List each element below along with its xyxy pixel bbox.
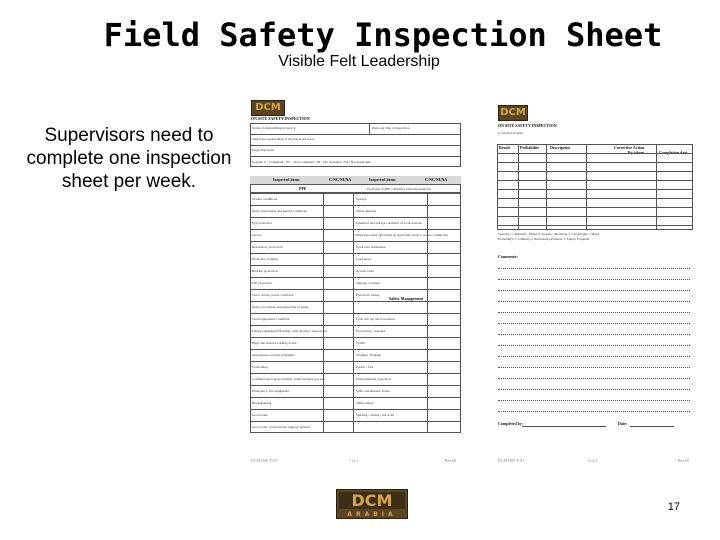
- sheet2-footer-center: 2 of 2: [588, 458, 598, 463]
- sheet1-left-item: Respiratory protection: [252, 245, 283, 249]
- sheet1-field-2: Date and time of inspection: [372, 126, 410, 130]
- sheet1-footer-center: 1 of 2: [349, 458, 359, 463]
- dcm-arabia-logo: [336, 489, 408, 519]
- sheet2-row-divider: [497, 198, 693, 199]
- sheet2-comment-line: [498, 367, 690, 368]
- page-number: 17: [667, 501, 680, 513]
- sheet1-left-item: Emergency/ fire equipment: [252, 389, 290, 393]
- sheet2-row-divider: [497, 171, 693, 172]
- sheet1-field-1: Name of site/building/project/ #: [252, 126, 296, 130]
- sheet2-th-6: Completion date: [659, 150, 688, 155]
- sheet1-right-item: Spill containment/ waste: [356, 389, 390, 393]
- sheet1-right-item: Chemical and storage condition of work stations: [356, 221, 422, 225]
- sheet1-col-1: Inspected items: [273, 177, 300, 182]
- sheet1-left-item: Eye protection: [252, 221, 272, 225]
- sheet2-comments-label: Comments:: [498, 254, 518, 259]
- sheet1-legend: Legend: C - Compliant / NC - Non-compliant / NI - Not included / NA - Not applicable: [252, 160, 371, 164]
- side-description: Supervisors need to complete one inspection sheet per week.: [26, 125, 232, 192]
- sheet2-row-divider: [497, 180, 693, 181]
- sheet2-comment-line: [498, 345, 690, 346]
- sheet2-date-label: Date:: [618, 421, 628, 426]
- sheet1-left-item: Daily observation and hazard conditions: [252, 209, 307, 213]
- sheet2-comment-line: [498, 301, 690, 302]
- sheet1-left-item: Good order: [252, 413, 268, 417]
- sheet2-row-divider: [497, 225, 693, 226]
- sheet2-comment-line: [498, 400, 690, 401]
- sheet1-right-item: Environmental protection: [356, 377, 391, 381]
- sheet1-left-item: High risk/ hazard working at site: [252, 341, 297, 345]
- sheet2-footer-left: DCM HSE F-07: [498, 458, 525, 463]
- sheet2-row-divider: [497, 189, 693, 190]
- slide-subtitle: Visible Felt Leadership: [278, 53, 440, 70]
- sheet2-comment-line: [498, 268, 690, 269]
- sheet1-ppe: PPE: [299, 186, 307, 191]
- sheet1-row-divider: [250, 397, 461, 398]
- sheet1-row-divider: [250, 205, 461, 206]
- sheet2-th-5: By whom: [628, 150, 645, 155]
- sheet1-row-divider: [250, 229, 461, 230]
- sheet1-row-divider: [250, 277, 461, 278]
- sheet1-row-divider: [250, 373, 461, 374]
- sheet2-comment-line: [498, 356, 690, 357]
- sheet1-row-divider: [250, 361, 461, 362]
- sheet1-row-divider: [250, 337, 461, 338]
- sheet2-logo: DCM: [498, 105, 528, 121]
- sheet2-th-1: Result: [499, 145, 510, 150]
- sheet1-col-4: C/NC/NI/NA: [425, 177, 448, 182]
- sheet1-row-divider: [250, 217, 461, 218]
- sheet1-right-item: Storage: [356, 197, 367, 201]
- sheet1-right-item: Access/ exits: [356, 269, 374, 273]
- sheet1-left-item: Worker conditions: [252, 197, 278, 201]
- sheet2-th-4: Corrective Action: [614, 145, 645, 150]
- sheet2-row-divider: [497, 162, 693, 163]
- sheet1-row-divider: [250, 265, 461, 266]
- sheet1-ppe-right: Provision of PPE compliant with site standards: [367, 187, 431, 191]
- slide-title: Field Safety Inspection Sheet: [103, 16, 663, 54]
- sheet2-comment-line: [498, 290, 690, 291]
- sheet2-comment-line: [498, 411, 690, 412]
- sheet1-row-divider: [250, 349, 461, 350]
- sheet1-right-item: Load areas: [356, 257, 371, 261]
- sheet1-left-item: Protective clothing: [252, 257, 278, 261]
- sheet1-left-item: Scaffolding: [252, 365, 268, 369]
- sheet2-actions-table: [497, 144, 693, 230]
- sheet2-footer-right: Rev.00: [678, 458, 690, 463]
- sheet1-row-divider: [250, 409, 461, 410]
- sheet1-field-4: Inspection team: [252, 148, 274, 152]
- logo-sub-text: ARABIA: [347, 511, 397, 518]
- logo-main-text: DCM: [351, 491, 393, 510]
- sheet1-right-item: Working / Parking: [356, 353, 381, 357]
- sheet1-row-divider: [250, 301, 461, 302]
- sheet1-footer-left: DCM HSE F-07: [251, 458, 278, 463]
- sheet1-left-item: Tools, drives, power condition: [252, 293, 294, 297]
- sheet1-left-item: Lifting equipment (Hoisting, with operator, inspection): [252, 329, 327, 333]
- sheet1-left-item: Fall protection: [252, 281, 272, 285]
- sheet1-col-2: C/NC/NI/NA: [329, 177, 352, 182]
- sheet1-right-item: Signage / barriers: [356, 281, 380, 285]
- sheet1-right-item: Materials safety (Provided by applicable work to secure conditions): [356, 233, 448, 237]
- sheet2-row-divider: [497, 207, 693, 208]
- sheet2-comment-line: [498, 279, 690, 280]
- sheet1-left-item: Housekeeping: [252, 401, 272, 405]
- inspection-sheet-page-1: [249, 95, 462, 470]
- sheet1-heading: ON SITE SAFETY INSPECTION: [251, 116, 310, 121]
- sheet2-th-2: Probability: [520, 145, 540, 150]
- sheet1-logo: DCM: [251, 100, 285, 116]
- sheet1-row-divider: [250, 313, 461, 314]
- sheet1-row-divider: [250, 241, 461, 242]
- inspection-sheet-page-2: [496, 100, 696, 470]
- sheet1-row-divider: [250, 385, 461, 386]
- sheet1-row-divider: [250, 289, 461, 290]
- sheet2-comment-line: [498, 334, 690, 335]
- sheet1-left-item: Confined space entry permits/ valid/ isolated/ gas test: [252, 377, 325, 381]
- sheet1-left-item: Tools/equipment/ condition: [252, 317, 290, 321]
- sheet2-row-divider: [497, 216, 693, 217]
- sheet1-row-divider: [250, 325, 461, 326]
- sheet1-right-item: Traffic: [356, 341, 366, 345]
- sheet1-right-item: Work area delineation: [356, 245, 386, 249]
- sheet1-right-item: Waste disposal: [356, 209, 377, 213]
- sheet2-completed-by: Completed by:: [498, 421, 524, 426]
- sheet1-row-divider: [250, 253, 461, 254]
- sheet2-comment-line: [498, 312, 690, 313]
- sheet1-right-item: Office safety: [356, 401, 374, 405]
- sheet1-left-item: Good order: obstructions, slippery surfaces: [252, 425, 311, 429]
- sheet2-comment-line: [498, 378, 690, 379]
- sheet2-legend-1: Severity: 1. Minimal / Minor 2. Serious / Moderate 3. Catastrophic / Major: [498, 232, 600, 236]
- sheet2-th-3: Description: [550, 145, 570, 150]
- sheet1-row-divider: [250, 421, 461, 422]
- sheet1-left-item: Appropriate working at heights: [252, 353, 295, 357]
- sheet2-heading: ON SITE SAFETY INSPECTION: [498, 123, 557, 128]
- sheet1-footer-right: Rev.00: [445, 458, 457, 463]
- sheet2-comment-line: [498, 323, 690, 324]
- sheet1-right-item: Electrical/ wiring: [356, 293, 380, 297]
- sheet1-col-3: Inspected items: [369, 177, 396, 182]
- sheet1-right-item: Permit / JSA: [356, 365, 374, 369]
- sheet1-field-3: Supervisor undertaking of the inspected areas: [252, 137, 314, 141]
- sheet1-right-item: Welding / cutting / hot work: [356, 413, 395, 417]
- sheet2-legend-2: Probability: 1. Unlikely 2. Reasonably Possible 3. Likely/ Frequent: [498, 237, 590, 241]
- sheet1-left-item: Hearing protection: [252, 269, 278, 273]
- sheet2-comment-line: [498, 389, 690, 390]
- sheet1-left-item: Gloves: [252, 233, 262, 237]
- sheet1-right-item: Excavation / trenches: [356, 329, 386, 333]
- sheet1-right-item: Lock out/ tag out procedures: [356, 317, 395, 321]
- sheet2-subheading: Corrective Actions: [498, 131, 524, 135]
- sheet1-left-item: Daily tool checks and inspection of equip.: [252, 305, 310, 309]
- sheet1-section-mid: Safety Management: [389, 296, 424, 301]
